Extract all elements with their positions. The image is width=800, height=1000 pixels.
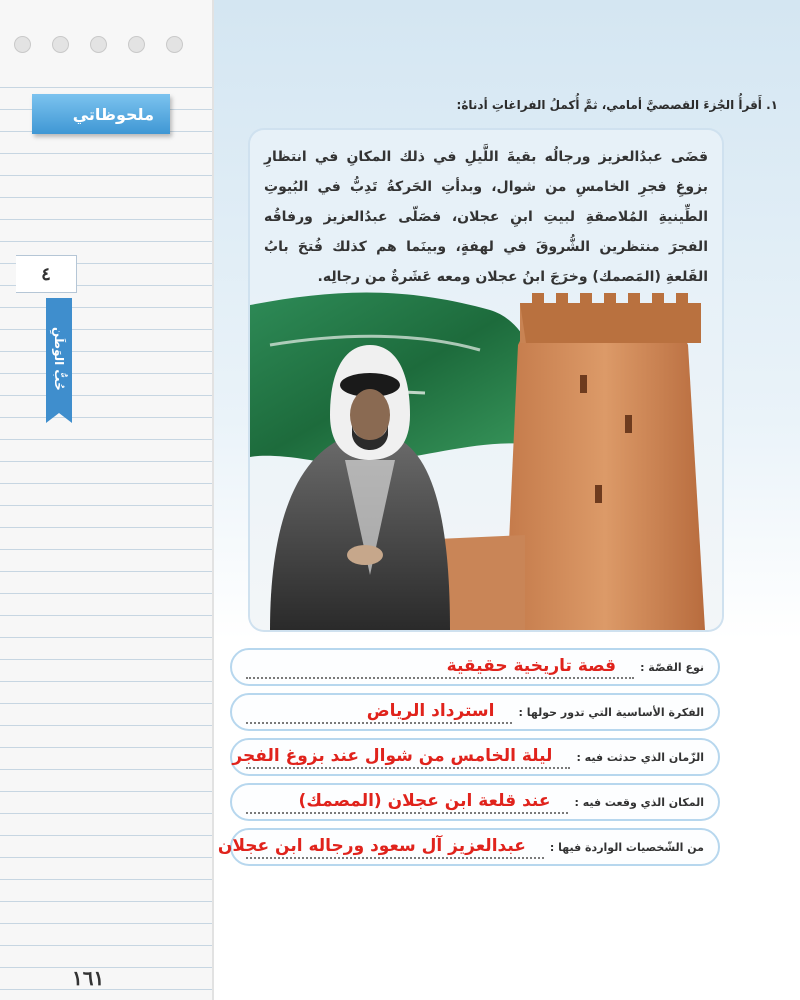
answer-row-place (230, 783, 720, 821)
answer-row-main-idea (230, 693, 720, 731)
answer-blank[interactable] (217, 835, 544, 859)
answer-label: الزّمان الذي حدثت فيه : (576, 750, 704, 764)
binder-hole (14, 36, 31, 53)
unit-number: ٤ (16, 255, 77, 293)
binder-hole (166, 36, 183, 53)
story-passage-card (250, 130, 722, 630)
answer-value: قصة تاريخية حقيقية (446, 656, 617, 676)
notes-sidebar (0, 0, 214, 1000)
answer-label: من الشّخصيات الواردة فيها : (549, 840, 704, 854)
exercise-instruction: ١. أَقرأُ الجُزءَ القصصيَّ أمامي، ثمَّ أُكملُ الفراغاتِ أدناهُ: (456, 98, 778, 112)
historical-illustration (250, 285, 722, 630)
binder-hole (52, 36, 69, 53)
answers-list (217, 648, 720, 873)
notebook-header (0, 0, 212, 80)
answer-label: نوع القصّة : (640, 660, 704, 674)
answer-blank[interactable] (246, 700, 512, 724)
answer-label: الفكرة الأساسية التي تدور حولها : (518, 705, 704, 719)
unit-name: حُبُّ الوَطَنِ (52, 327, 66, 391)
answer-blank[interactable] (246, 790, 568, 814)
answer-value: ليلة الخامس من شوال عند بزوغ الفجر (232, 746, 553, 766)
answer-value: استرداد الرياض (366, 701, 495, 721)
notes-tab-label: ملحوظاتي (72, 104, 154, 124)
notes-tab (32, 94, 170, 134)
binder-hole (128, 36, 145, 53)
binder-hole (90, 36, 107, 53)
answer-row-time (230, 738, 720, 776)
answer-label: المكان الذي وقعت فيه : (574, 795, 704, 809)
answer-row-story-type (230, 648, 720, 686)
answer-blank[interactable] (246, 655, 634, 679)
answer-value: عند قلعة ابن عجلان (المصمك) (298, 791, 551, 811)
page-number: ١٦١ (72, 966, 105, 990)
answer-blank[interactable] (232, 745, 570, 769)
fort-tower-icon (505, 305, 705, 630)
binder-holes (14, 36, 183, 53)
answer-row-characters (217, 828, 720, 866)
answer-value: عبدالعزيز آل سعود ورجاله ابن عجلان (217, 836, 526, 856)
story-passage-text: قضَى عبدُالعزيز ورجالُه بقيةَ اللَّيلِ في ذلك المكانِ في انتظارِ بزوغِ فجرِ الخامسِ من شوال، وبدأتِ الحَركةُ تَدِبُّ في البُيوتِ الطِّينيةِ المُلاصقةِ لبيتِ ابنِ عجلان، فصَلّى عبدُالعزيز ورفاقُه الفجرَ منتظرين الشُّروقَ في لهفةٍ، وبينَما هم كذلك فُتحَ بابُ القَلعةِ (المَصمك) وخرَجَ ابنُ عجلان ومعه عَشَرةٌ من رجالِه. (264, 149, 708, 285)
